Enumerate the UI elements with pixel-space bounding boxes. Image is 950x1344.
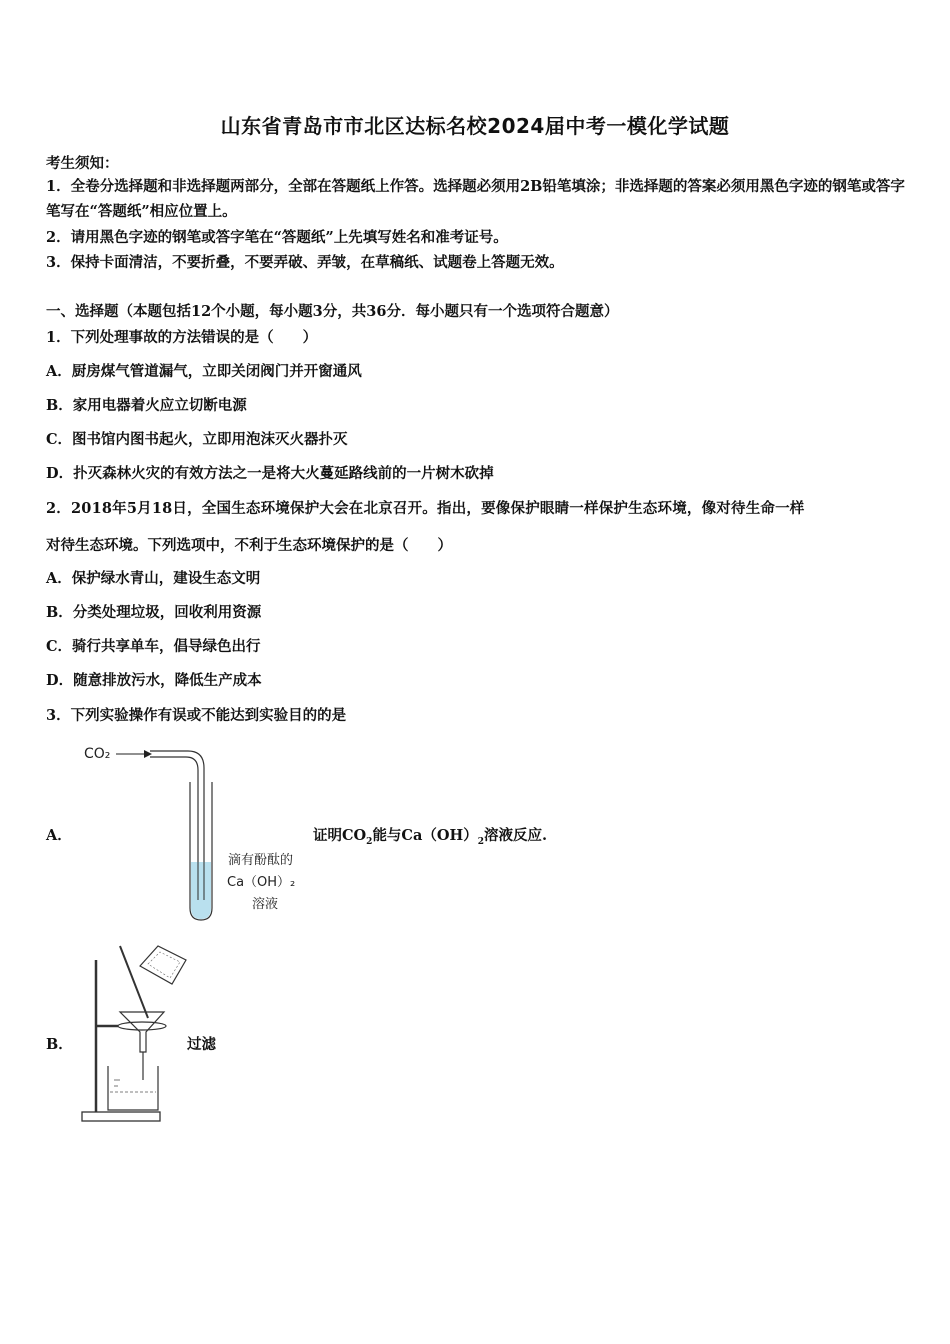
co2-test-tube-figure <box>80 738 320 928</box>
notice-item-2: 2．请用黑色字迹的钢笔或答字笔在“答题纸”上先填写姓名和准考证号。 <box>46 229 508 246</box>
filtration-figure <box>78 940 198 1130</box>
q3-option-a-label: A． <box>46 827 72 844</box>
section-heading: 一、选择题（本题包括12个小题，每小题3分，共36分．每小题只有一个选项符合题意） <box>46 303 619 320</box>
q1-option-a: A．厨房煤气管道漏气，立即关闭阀门并开窗通风 <box>46 363 362 380</box>
q2-stem-line1: 2．2018年5月18日，全国生态环境保护大会在北京召开。指出，要像保护眼睛一样保护生态环境，像对待生命一样 <box>46 500 805 517</box>
q3-stem: 3．下列实验操作有误或不能达到实验目的的是 <box>46 707 347 724</box>
funnel <box>120 1012 164 1052</box>
solution-fill <box>191 862 211 919</box>
q1-option-b: B．家用电器着火应立切断电源 <box>46 397 247 414</box>
notice-item-3: 3．保持卡面清洁，不要折叠，不要弄破、弄皱，在草稿纸、试题卷上答题无效。 <box>46 254 564 271</box>
pouring-beaker <box>140 946 186 984</box>
q2-option-d: D．随意排放污水，降低生产成本 <box>46 672 262 689</box>
solution-label-2: Ca（OH）₂ <box>227 875 296 890</box>
notice-heading: 考生须知： <box>46 155 119 172</box>
glass-rod <box>120 946 148 1018</box>
q3-option-b-caption: 过滤 <box>187 1036 216 1053</box>
exam-title: 山东省青岛市市北区达标名校2024届中考一模化学试题 <box>220 114 730 138</box>
notice-item-1: 1．全卷分选择题和非选择题两部分，全部在答题纸上作答。选择题必须用2B铅笔填涂；非选择题的答案必须用黑色字迹的钢笔或答字笔写在“答题纸”相应位置上。 <box>46 178 905 220</box>
ring-support <box>118 1022 166 1030</box>
q2-option-c: C．骑行共享单车，倡导绿色出行 <box>46 638 261 655</box>
q1-stem: 1．下列处理事故的方法错误的是（ ） <box>46 329 318 346</box>
solution-label-3: 溶液 <box>252 897 279 912</box>
q2-stem-line2: 对待生态环境。下列选项中，不利于生态环境保护的是（ ） <box>46 537 452 554</box>
q2-option-b: B．分类处理垃圾，回收利用资源 <box>46 604 262 621</box>
q3-option-a-caption: 证明$CO_2$能与$Ca(OH)_2$溶液反应. <box>313 827 548 847</box>
q3-option-b-label: B． <box>46 1036 73 1053</box>
receiving-beaker <box>108 1066 158 1110</box>
q1-option-d: D．扑灭森林火灾的有效方法之一是将大火蔓延路线前的一片树木砍掉 <box>46 465 494 482</box>
delivery-tube-inner <box>150 757 198 900</box>
stand-base <box>82 1112 160 1121</box>
q1-option-c: C．图书馆内图书起火，立即用泡沫灭火器扑灭 <box>46 431 348 448</box>
co2-gas-label: CO₂ <box>84 746 111 762</box>
q2-option-a: A．保护绿水青山，建设生态文明 <box>46 570 261 587</box>
pouring-liquid <box>148 952 180 978</box>
solution-label-1: 滴有酚酞的 <box>228 853 294 868</box>
